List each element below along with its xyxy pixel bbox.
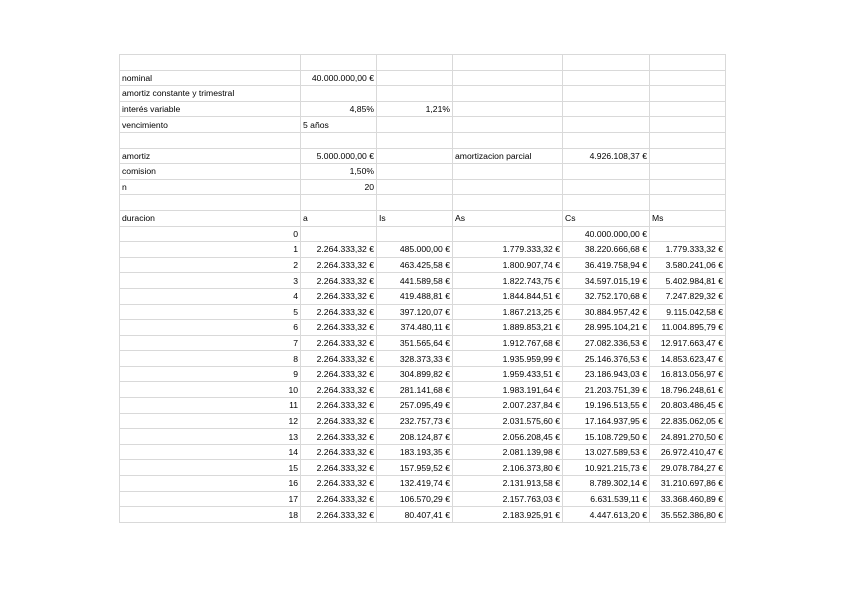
amortization-table — [119, 54, 726, 523]
table-cell[interactable]: 17 — [120, 491, 301, 507]
table-cell[interactable]: 6.631.539,11 € — [563, 491, 650, 507]
table-cell[interactable]: 18 — [120, 507, 301, 523]
table-cell[interactable]: 1.959.433,51 € — [453, 366, 563, 382]
table-cell[interactable]: 16.813.056,97 € — [650, 366, 726, 382]
table-cell[interactable]: 40.000.000,00 € — [301, 70, 377, 86]
table-row — [120, 164, 726, 180]
table-cell[interactable]: 2.106.373,80 € — [453, 460, 563, 476]
table-cell[interactable] — [650, 86, 726, 102]
table-cell[interactable]: 6 — [120, 320, 301, 336]
table-cell[interactable] — [453, 86, 563, 102]
table-cell[interactable]: 5.402.984,81 € — [650, 273, 726, 289]
table-cell[interactable]: 12.917.663,47 € — [650, 335, 726, 351]
table-cell[interactable]: 2.131.913,58 € — [453, 476, 563, 492]
table-cell[interactable]: 12 — [120, 413, 301, 429]
table-cell[interactable]: Cs — [563, 210, 650, 226]
table-cell[interactable]: 36.419.758,94 € — [563, 257, 650, 273]
table-cell[interactable]: 32.752.170,68 € — [563, 288, 650, 304]
table-cell[interactable]: 26.972.410,47 € — [650, 444, 726, 460]
table-cell[interactable]: 8.789.302,14 € — [563, 476, 650, 492]
table-cell[interactable]: 132.419,74 € — [377, 476, 453, 492]
table-cell[interactable] — [650, 132, 726, 148]
table-row — [120, 132, 726, 148]
table-cell[interactable] — [377, 86, 453, 102]
table-row — [120, 351, 726, 367]
table-cell[interactable]: n — [120, 179, 301, 195]
table-cell[interactable] — [301, 226, 377, 242]
table-cell[interactable]: interés variable — [120, 101, 301, 117]
table-cell[interactable] — [377, 195, 453, 211]
table-cell[interactable]: 208.124,87 € — [377, 429, 453, 445]
table-cell[interactable]: comision — [120, 164, 301, 180]
table-cell[interactable]: 13.027.589,53 € — [563, 444, 650, 460]
table-cell[interactable]: 2.264.333,32 € — [301, 398, 377, 414]
table-cell[interactable]: 4 — [120, 288, 301, 304]
table-cell[interactable]: 2.264.333,32 € — [301, 460, 377, 476]
table-cell[interactable] — [120, 132, 301, 148]
table-cell[interactable]: 2.264.333,32 € — [301, 413, 377, 429]
table-cell[interactable]: 2.264.333,32 € — [301, 273, 377, 289]
table-cell[interactable]: 441.589,58 € — [377, 273, 453, 289]
table-row — [120, 101, 726, 117]
table-body — [120, 55, 726, 523]
table-cell[interactable]: 35.552.386,80 € — [650, 507, 726, 523]
table-cell[interactable]: 15.108.729,50 € — [563, 429, 650, 445]
table-cell[interactable]: 25.146.376,53 € — [563, 351, 650, 367]
table-row — [120, 195, 726, 211]
table-cell[interactable]: 463.425,58 € — [377, 257, 453, 273]
table-cell[interactable] — [377, 70, 453, 86]
table-cell[interactable]: 419.488,81 € — [377, 288, 453, 304]
table-cell[interactable]: 33.368.460,89 € — [650, 491, 726, 507]
table-row — [120, 398, 726, 414]
table-cell[interactable]: 2.264.333,32 € — [301, 304, 377, 320]
table-cell[interactable] — [377, 117, 453, 133]
table-cell[interactable]: 2.056.208,45 € — [453, 429, 563, 445]
table-cell[interactable]: 4.447.613,20 € — [563, 507, 650, 523]
table-cell[interactable]: amortiz — [120, 148, 301, 164]
table-cell[interactable] — [301, 86, 377, 102]
table-cell[interactable]: 2.264.333,32 € — [301, 351, 377, 367]
table-cell[interactable]: 14 — [120, 444, 301, 460]
table-cell[interactable]: 30.884.957,42 € — [563, 304, 650, 320]
table-cell[interactable] — [301, 132, 377, 148]
table-cell[interactable]: 2.007.237,84 € — [453, 398, 563, 414]
table-row — [120, 148, 726, 164]
table-cell[interactable] — [563, 179, 650, 195]
table-cell[interactable]: 2.264.333,32 € — [301, 491, 377, 507]
table-cell[interactable] — [650, 164, 726, 180]
table-cell[interactable]: 40.000.000,00 € — [563, 226, 650, 242]
table-cell[interactable]: 281.141,68 € — [377, 382, 453, 398]
table-row — [120, 304, 726, 320]
table-cell[interactable]: 16 — [120, 476, 301, 492]
table-cell[interactable] — [650, 117, 726, 133]
table-cell[interactable]: nominal — [120, 70, 301, 86]
table-cell[interactable] — [453, 226, 563, 242]
table-cell[interactable]: 1.912.767,68 € — [453, 335, 563, 351]
table-cell[interactable] — [650, 195, 726, 211]
table-cell[interactable] — [377, 179, 453, 195]
table-cell[interactable]: 20 — [301, 179, 377, 195]
table-cell[interactable]: 1.983.191,64 € — [453, 382, 563, 398]
table-cell[interactable] — [453, 132, 563, 148]
table-cell[interactable]: 31.210.697,86 € — [650, 476, 726, 492]
table-cell[interactable]: 2.264.333,32 € — [301, 288, 377, 304]
table-row — [120, 444, 726, 460]
table-cell[interactable]: 1.867.213,25 € — [453, 304, 563, 320]
table-cell[interactable]: As — [453, 210, 563, 226]
table-cell[interactable] — [650, 226, 726, 242]
table-cell[interactable]: 5 — [120, 304, 301, 320]
table-cell[interactable]: 2.264.333,32 € — [301, 382, 377, 398]
table-cell[interactable]: 2.264.333,32 € — [301, 429, 377, 445]
table-cell[interactable]: 29.078.784,27 € — [650, 460, 726, 476]
table-cell[interactable] — [120, 55, 301, 71]
table-cell[interactable]: 183.193,35 € — [377, 444, 453, 460]
table-cell[interactable]: a — [301, 210, 377, 226]
table-row — [120, 382, 726, 398]
table-cell[interactable]: 2.031.575,60 € — [453, 413, 563, 429]
table-cell[interactable] — [650, 179, 726, 195]
table-cell[interactable]: 2.264.333,32 € — [301, 507, 377, 523]
table-cell[interactable]: 11 — [120, 398, 301, 414]
table-cell[interactable]: 8 — [120, 351, 301, 367]
table-cell[interactable]: 3.580.241,06 € — [650, 257, 726, 273]
table-cell[interactable]: 485.000,00 € — [377, 242, 453, 258]
spreadsheet-page — [119, 54, 726, 523]
table-row — [120, 491, 726, 507]
table-row — [120, 413, 726, 429]
table-cell[interactable]: 21.203.751,39 € — [563, 382, 650, 398]
table-cell[interactable]: 10 — [120, 382, 301, 398]
table-cell[interactable]: 2.183.925,91 € — [453, 507, 563, 523]
table-cell[interactable] — [650, 55, 726, 71]
table-cell[interactable]: 9.115.042,58 € — [650, 304, 726, 320]
table-cell[interactable]: 304.899,82 € — [377, 366, 453, 382]
table-cell[interactable]: 5.000.000,00 € — [301, 148, 377, 164]
table-cell[interactable]: 23.186.943,03 € — [563, 366, 650, 382]
table-cell[interactable]: 2.264.333,32 € — [301, 335, 377, 351]
table-cell[interactable]: 19.196.513,55 € — [563, 398, 650, 414]
table-cell[interactable]: 17.164.937,95 € — [563, 413, 650, 429]
table-cell[interactable]: 27.082.336,53 € — [563, 335, 650, 351]
table-cell[interactable]: 2.264.333,32 € — [301, 257, 377, 273]
table-cell[interactable]: 5 años — [301, 117, 377, 133]
table-row — [120, 86, 726, 102]
table-cell[interactable]: vencimiento — [120, 117, 301, 133]
table-row — [120, 476, 726, 492]
table-cell[interactable]: 106.570,29 € — [377, 491, 453, 507]
table-cell[interactable] — [453, 101, 563, 117]
table-cell[interactable]: 22.835.062,05 € — [650, 413, 726, 429]
table-cell[interactable] — [453, 195, 563, 211]
table-cell[interactable] — [120, 195, 301, 211]
table-cell[interactable]: 20.803.486,45 € — [650, 398, 726, 414]
table-row — [120, 460, 726, 476]
table-cell[interactable]: 1.779.333,32 € — [453, 242, 563, 258]
table-cell[interactable]: 351.565,64 € — [377, 335, 453, 351]
table-cell[interactable]: 1.844.844,51 € — [453, 288, 563, 304]
table-row — [120, 429, 726, 445]
table-row — [120, 507, 726, 523]
table-cell[interactable] — [650, 70, 726, 86]
table-cell[interactable]: 80.407,41 € — [377, 507, 453, 523]
table-cell[interactable]: 232.757,73 € — [377, 413, 453, 429]
table-cell[interactable] — [301, 55, 377, 71]
table-cell[interactable]: 1,50% — [301, 164, 377, 180]
table-cell[interactable]: Ms — [650, 210, 726, 226]
table-cell[interactable] — [650, 101, 726, 117]
table-cell[interactable]: 397.120,07 € — [377, 304, 453, 320]
table-cell[interactable]: 2.264.333,32 € — [301, 476, 377, 492]
table-row — [120, 117, 726, 133]
table-cell[interactable] — [453, 55, 563, 71]
table-cell[interactable]: 7 — [120, 335, 301, 351]
table-cell[interactable]: 11.004.895,79 € — [650, 320, 726, 336]
table-cell[interactable]: amortiz constante y trimestral — [120, 86, 301, 102]
table-cell[interactable]: 2.157.763,03 € — [453, 491, 563, 507]
table-cell[interactable] — [377, 148, 453, 164]
table-cell[interactable] — [377, 132, 453, 148]
table-cell[interactable]: 0 — [120, 226, 301, 242]
table-cell[interactable]: 2.264.333,32 € — [301, 320, 377, 336]
table-row — [120, 242, 726, 258]
table-cell[interactable]: 1 — [120, 242, 301, 258]
table-cell[interactable]: 374.480,11 € — [377, 320, 453, 336]
table-row — [120, 70, 726, 86]
table-cell[interactable]: 2 — [120, 257, 301, 273]
table-cell[interactable]: 157.959,52 € — [377, 460, 453, 476]
table-cell[interactable] — [301, 195, 377, 211]
table-cell[interactable]: 257.095,49 € — [377, 398, 453, 414]
table-row — [120, 226, 726, 242]
table-cell[interactable] — [650, 148, 726, 164]
table-cell[interactable]: 1.822.743,75 € — [453, 273, 563, 289]
table-cell[interactable] — [563, 86, 650, 102]
table-cell[interactable] — [563, 164, 650, 180]
table-cell[interactable]: 2.264.333,32 € — [301, 242, 377, 258]
table-cell[interactable]: 13 — [120, 429, 301, 445]
table-cell[interactable]: 14.853.623,47 € — [650, 351, 726, 367]
table-cell[interactable]: 4.926.108,37 € — [563, 148, 650, 164]
table-cell[interactable]: 2.264.333,32 € — [301, 444, 377, 460]
table-cell[interactable]: 2.264.333,32 € — [301, 366, 377, 382]
table-cell[interactable] — [453, 70, 563, 86]
table-cell[interactable]: 1.889.853,21 € — [453, 320, 563, 336]
table-cell[interactable]: 1,21% — [377, 101, 453, 117]
table-cell[interactable] — [453, 179, 563, 195]
table-row — [120, 55, 726, 71]
table-row — [120, 320, 726, 336]
table-row — [120, 335, 726, 351]
table-cell[interactable]: 15 — [120, 460, 301, 476]
table-row — [120, 257, 726, 273]
table-cell[interactable]: 1.935.959,99 € — [453, 351, 563, 367]
table-cell[interactable] — [377, 164, 453, 180]
table-cell[interactable]: 38.220.666,68 € — [563, 242, 650, 258]
table-cell[interactable]: 7.247.829,32 € — [650, 288, 726, 304]
table-row — [120, 179, 726, 195]
table-cell[interactable] — [563, 101, 650, 117]
table-cell[interactable] — [563, 55, 650, 71]
table-cell[interactable] — [563, 117, 650, 133]
table-cell[interactable] — [453, 117, 563, 133]
table-cell[interactable]: 3 — [120, 273, 301, 289]
table-row — [120, 288, 726, 304]
table-cell[interactable]: 18.796.248,61 € — [650, 382, 726, 398]
table-cell[interactable]: 28.995.104,21 € — [563, 320, 650, 336]
table-cell[interactable]: 328.373,33 € — [377, 351, 453, 367]
table-cell[interactable]: 1.779.333,32 € — [650, 242, 726, 258]
table-row — [120, 273, 726, 289]
table-cell[interactable]: 9 — [120, 366, 301, 382]
table-cell[interactable]: Is — [377, 210, 453, 226]
table-cell[interactable]: 4,85% — [301, 101, 377, 117]
table-cell[interactable]: duracion — [120, 210, 301, 226]
table-cell[interactable]: 34.597.015,19 € — [563, 273, 650, 289]
table-cell[interactable]: 1.800.907,74 € — [453, 257, 563, 273]
table-cell[interactable] — [377, 226, 453, 242]
table-cell[interactable] — [563, 70, 650, 86]
table-cell[interactable]: amortizacion parcial — [453, 148, 563, 164]
table-row — [120, 366, 726, 382]
table-cell[interactable] — [563, 132, 650, 148]
table-cell[interactable]: 2.081.139,98 € — [453, 444, 563, 460]
table-cell[interactable] — [563, 195, 650, 211]
table-cell[interactable]: 10.921.215,73 € — [563, 460, 650, 476]
table-cell[interactable] — [377, 55, 453, 71]
table-cell[interactable] — [453, 164, 563, 180]
table-cell[interactable]: 24.891.270,50 € — [650, 429, 726, 445]
table-row — [120, 210, 726, 226]
